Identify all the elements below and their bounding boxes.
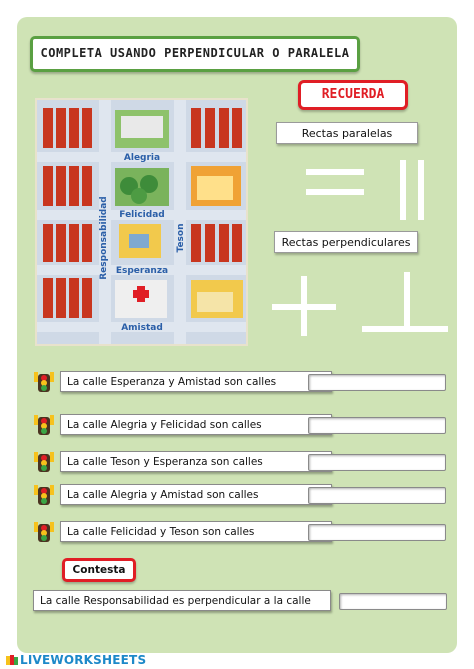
question-text: La calle Esperanza y Amistad son calles <box>60 371 332 392</box>
perpendiculares-label-box <box>274 231 418 253</box>
recuerda-box <box>298 80 408 110</box>
title-box <box>30 36 360 72</box>
city-map-image <box>35 98 248 346</box>
traffic-light-icon <box>34 368 54 394</box>
street-label-esperanza: Esperanza <box>115 266 169 276</box>
answer-input-5[interactable] <box>308 524 446 541</box>
question-text: La calle Teson y Esperanza son calles <box>60 451 332 472</box>
answer-input-1[interactable] <box>308 374 446 391</box>
contesta-box <box>62 558 136 582</box>
street-label-amistad: Amistad <box>121 323 163 333</box>
perpendiculares-label: Rectas perpendiculares <box>281 235 411 249</box>
traffic-light-icon <box>34 518 54 544</box>
street-label-responsabilidad: Responsabilidad <box>99 196 109 280</box>
traffic-light-icon <box>34 411 54 437</box>
city-map-svg <box>37 100 246 344</box>
liveworksheets-logo-icon <box>6 654 18 666</box>
parallel-lines-icon <box>300 156 450 228</box>
page-title: COMPLETA USANDO PERPENDICULAR O PARALELA <box>40 46 350 60</box>
answer-input-2[interactable] <box>308 417 446 434</box>
perpendicular-lines-icon <box>266 262 456 336</box>
street-label-teson: Teson <box>176 223 186 253</box>
answer-input-4[interactable] <box>308 487 446 504</box>
contesta-label: Contesta <box>72 564 126 576</box>
final-answer-input[interactable] <box>339 593 447 610</box>
traffic-light-icon <box>34 481 54 507</box>
question-text: La calle Alegria y Amistad son calles <box>60 484 332 505</box>
answer-input-3[interactable] <box>308 454 446 471</box>
footer-text: LIVEWORKSHEETS <box>20 653 147 667</box>
street-label-alegria: Alegria <box>123 153 161 163</box>
final-question-text: La calle Responsabilidad es perpendicular a la calle <box>33 590 331 611</box>
recuerda-label: RECUERDA <box>321 87 385 102</box>
question-text: La calle Felicidad y Teson son calles <box>60 521 332 542</box>
traffic-light-icon <box>34 448 54 474</box>
paralelas-label-box <box>276 122 418 144</box>
question-text: La calle Alegria y Felicidad son calles <box>60 414 332 435</box>
footer-brand <box>6 653 146 667</box>
street-label-felicidad: Felicidad <box>119 210 165 220</box>
paralelas-label: Rectas paralelas <box>301 126 393 140</box>
